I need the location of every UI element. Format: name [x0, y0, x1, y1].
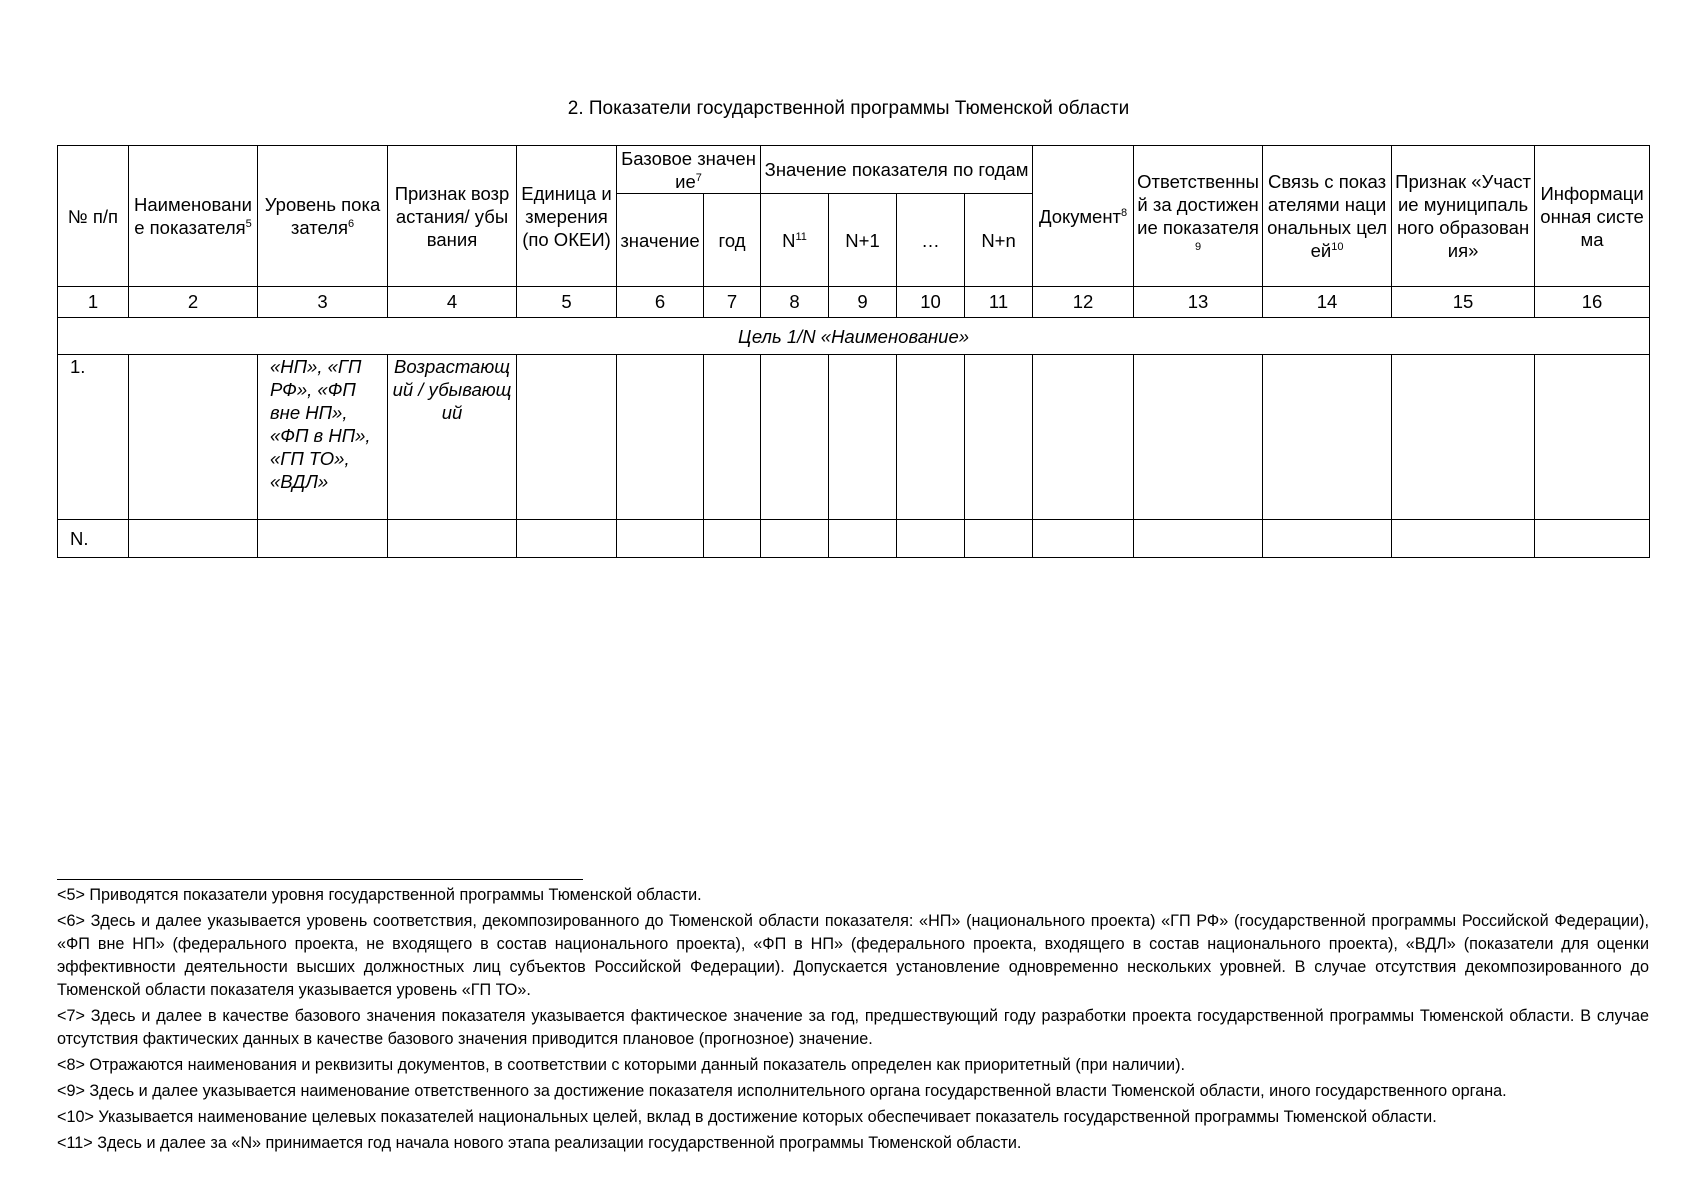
- table-cell: [965, 355, 1033, 520]
- table-cell: [897, 520, 965, 558]
- header-information-system: Информационная система: [1535, 146, 1650, 287]
- header-unit: Единица измерения (по ОКЕИ): [517, 146, 617, 287]
- footnotes: [57, 884, 1649, 1155]
- trend-cell: Возрастающий / убывающий: [388, 355, 517, 520]
- table-cell: [829, 520, 897, 558]
- footnote-9: <9> Здесь и далее указывается наименование ответственного за достижение показателя исполнительного органа государственной власти Тюменской области, иного государственного органа.: [57, 1082, 1507, 1100]
- table-cell: [1535, 520, 1650, 558]
- footnote-11: <11> Здесь и далее за «N» принимается год начала нового этапа реализации государственной программы Тюменской области.: [57, 1134, 1022, 1152]
- column-number: 8: [761, 287, 829, 318]
- table-cell: [965, 520, 1033, 558]
- header-national-goals-link: Связь с показателями национальных целей$^{10}$: [1263, 146, 1392, 287]
- page-title: 2. Показатели государственной программы Тюменской области: [567, 98, 1130, 119]
- footnote-separator: [57, 879, 583, 880]
- column-number: 12: [1033, 287, 1134, 318]
- header-year-n1: N+1: [829, 194, 897, 287]
- header-indicator-name: Наименование показателя$^5$: [129, 146, 258, 287]
- table-cell: [1535, 355, 1650, 520]
- table-cell: [517, 355, 617, 520]
- table-cell: [129, 355, 258, 520]
- column-number: 5: [517, 287, 617, 318]
- row-number: 1.: [58, 355, 129, 520]
- column-number: 16: [1535, 287, 1650, 318]
- table-cell: [1263, 355, 1392, 520]
- column-number: 6: [617, 287, 704, 318]
- header-base-value: значение: [617, 194, 704, 287]
- column-number: 10: [897, 287, 965, 318]
- table-row: [58, 355, 1650, 520]
- header-year-n: $N^{11}$: [761, 194, 829, 287]
- footnote-10: <10> Указывается наименование целевых показателей национальных целей, вклад в достижение которых обеспечивает показатель государственной программы Тюменской области.: [57, 1108, 1437, 1126]
- header-base-value-group: Базовое значение$^7$: [617, 146, 761, 194]
- table-cell: [704, 355, 761, 520]
- table-cell: [761, 355, 829, 520]
- table-cell: [897, 355, 965, 520]
- column-number: 4: [388, 287, 517, 318]
- footnote-5: <5> Приводятся показатели уровня государственной программы Тюменской области.: [57, 886, 702, 904]
- table-cell: [704, 520, 761, 558]
- table-cell: [617, 355, 704, 520]
- footnote-7: <7> Здесь и далее в качестве базового значения показателя указывается фактическое значение за год, предшествующий году разработки проекта государственной программы Тюменской области. В случае отсутствия фактических данных в качестве базового значения приводится плановое (прогнозное) значение.: [57, 1007, 1649, 1048]
- table-cell: [1392, 520, 1535, 558]
- header-responsible: Ответственный за достижение показателя$^9$: [1134, 146, 1263, 287]
- column-number: 13: [1134, 287, 1263, 318]
- column-number: 15: [1392, 287, 1535, 318]
- table-cell: [388, 520, 517, 558]
- column-number: 14: [1263, 287, 1392, 318]
- header-municipal-participation: Признак «Участие муниципального образования»: [1392, 146, 1535, 287]
- column-number: 1: [58, 287, 129, 318]
- table-cell: [1033, 355, 1134, 520]
- header-document: Документ$^8$: [1033, 146, 1134, 287]
- goal-row: [58, 318, 1650, 355]
- goal-title: Цель 1/N «Наименование»: [58, 318, 1650, 355]
- header-base-year: год: [704, 194, 761, 287]
- header-year-dots: …: [897, 194, 965, 287]
- table-cell: [617, 520, 704, 558]
- table-cell: [761, 520, 829, 558]
- row-number: N.: [58, 520, 129, 558]
- table-row: [58, 520, 1650, 558]
- table-cell: [1033, 520, 1134, 558]
- table-cell: [1263, 520, 1392, 558]
- header-years-group: Значение показателя по годам: [761, 146, 1033, 194]
- column-number: 7: [704, 287, 761, 318]
- header-indicator-level: Уровень показателя$^6$: [258, 146, 388, 287]
- indicators-table: [57, 145, 1650, 558]
- footnote-8: <8> Отражаются наименования и реквизиты документов, в соответствии с которыми данный показатель определен как приоритетный (при наличии).: [57, 1056, 1185, 1074]
- column-number: 3: [258, 287, 388, 318]
- header-num: № п/п: [58, 146, 129, 287]
- table-cell: [517, 520, 617, 558]
- column-numbers-row: [58, 287, 1650, 318]
- indicator-level-cell: «НП», «ГП РФ», «ФП вне НП», «ФП в НП», «ГП ТО», «ВДЛ»: [258, 355, 388, 520]
- header-year-nn: N+n: [965, 194, 1033, 287]
- column-number: 11: [965, 287, 1033, 318]
- table-cell: [829, 355, 897, 520]
- table-cell: [1134, 520, 1263, 558]
- table-cell: [258, 520, 388, 558]
- table-cell: [129, 520, 258, 558]
- column-number: 9: [829, 287, 897, 318]
- indicators-table-container: [57, 145, 1649, 558]
- header-trend: Признак возрастания/ убывания: [388, 146, 517, 287]
- footnote-6: <6> Здесь и далее указывается уровень соответствия, декомпозированного до Тюменской области показателя: «НП» (национального проекта) «ГП РФ» (государственной программы Российской Федерации), «ФП вне НП» (федерального проекта, не входящего в состав национального проекта), «ФП в НП» (федерального проекта, входящего в состав национального проекта), «ВДЛ» (показатели для оценки эффективности деятельности высших должностных лиц субъектов Российской Федерации). Допускается установление одновременно нескольких уровней. В случае отсутствия декомпозированного до Тюменской области показателя указывается уровень «ГП ТО».: [57, 912, 1649, 999]
- table-cell: [1134, 355, 1263, 520]
- column-number: 2: [129, 287, 258, 318]
- table-cell: [1392, 355, 1535, 520]
